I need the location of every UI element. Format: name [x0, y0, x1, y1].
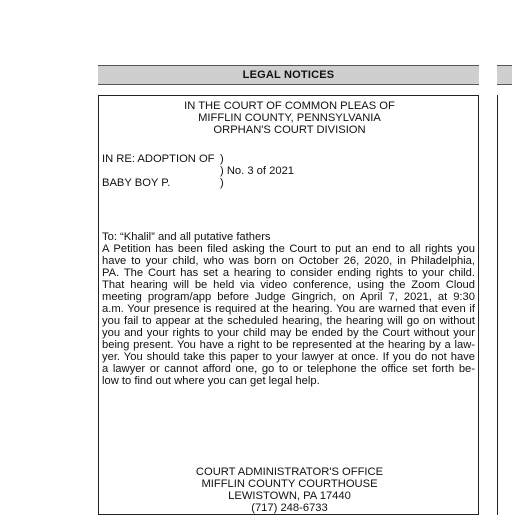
notice-body-line: low to find out where you can get legal help.	[102, 375, 320, 387]
case-caption-in-re: IN RE: ADOPTION OF	[102, 153, 215, 165]
adjacent-column-border	[497, 95, 512, 515]
notice-body-line: PA. The Court has set a hearing to consider ending rights to your child.	[102, 267, 475, 279]
section-header-bar	[98, 65, 479, 85]
notice-body-line: A Petition has been filed asking the Court to put an end to all rights you	[102, 243, 475, 255]
notice-body-line: meeting program/app before Judge Gingrich, on April 7, 2021, at 9:30	[102, 291, 475, 303]
case-number: ) No. 3 of 2021	[220, 165, 295, 177]
notice-body	[102, 243, 475, 387]
notice-body-line: a.m. Your presence is required at the hearing. You are warned that even if	[102, 303, 475, 315]
notice-addressee: To: “Khalil” and all putative fathers	[102, 231, 271, 243]
case-party: BABY BOY P.	[102, 177, 171, 189]
notice-body-line: yer. You should take this paper to your lawyer at once. If you do not have	[102, 351, 475, 363]
court-line-2: MIFFLIN COUNTY, PENNSYLVANIA	[198, 112, 381, 124]
notice-body-line: being present. You have a right to be represented at the hearing by a law-	[102, 339, 475, 351]
office-line-4: (717) 248-6733	[251, 502, 328, 514]
case-caption-paren: )	[220, 153, 224, 165]
office-line-2: MIFFLIN COUNTY COURTHOUSE	[201, 478, 378, 490]
notice-body-line: you fail to appear at the scheduled hearing, the hearing will go on without	[102, 315, 475, 327]
notice-body-line: That hearing will be held via video conference, using the Zoom Cloud	[102, 279, 475, 291]
court-line-3: ORPHAN'S COURT DIVISION	[213, 124, 366, 136]
adjacent-column-header-bar	[497, 65, 512, 85]
case-caption-paren: )	[220, 177, 224, 189]
office-line-3: LEWISTOWN, PA 17440	[228, 490, 351, 502]
office-line-1: COURT ADMINISTRATOR'S OFFICE	[195, 466, 384, 478]
notice-body-line: have to your child, who was born on October 26, 2020, in Philadelphia,	[102, 255, 475, 267]
notice-body-line: you and your rights to your child may be ended by the Court without your	[102, 327, 475, 339]
court-line-1: IN THE COURT OF COMMON PLEAS OF	[184, 100, 395, 112]
section-header-title: LEGAL NOTICES	[242, 69, 335, 81]
legal-notice-box	[98, 95, 479, 515]
notice-body-line: a lawyer or cannot afford one, go to or telephone the office set forth be-	[102, 363, 475, 375]
